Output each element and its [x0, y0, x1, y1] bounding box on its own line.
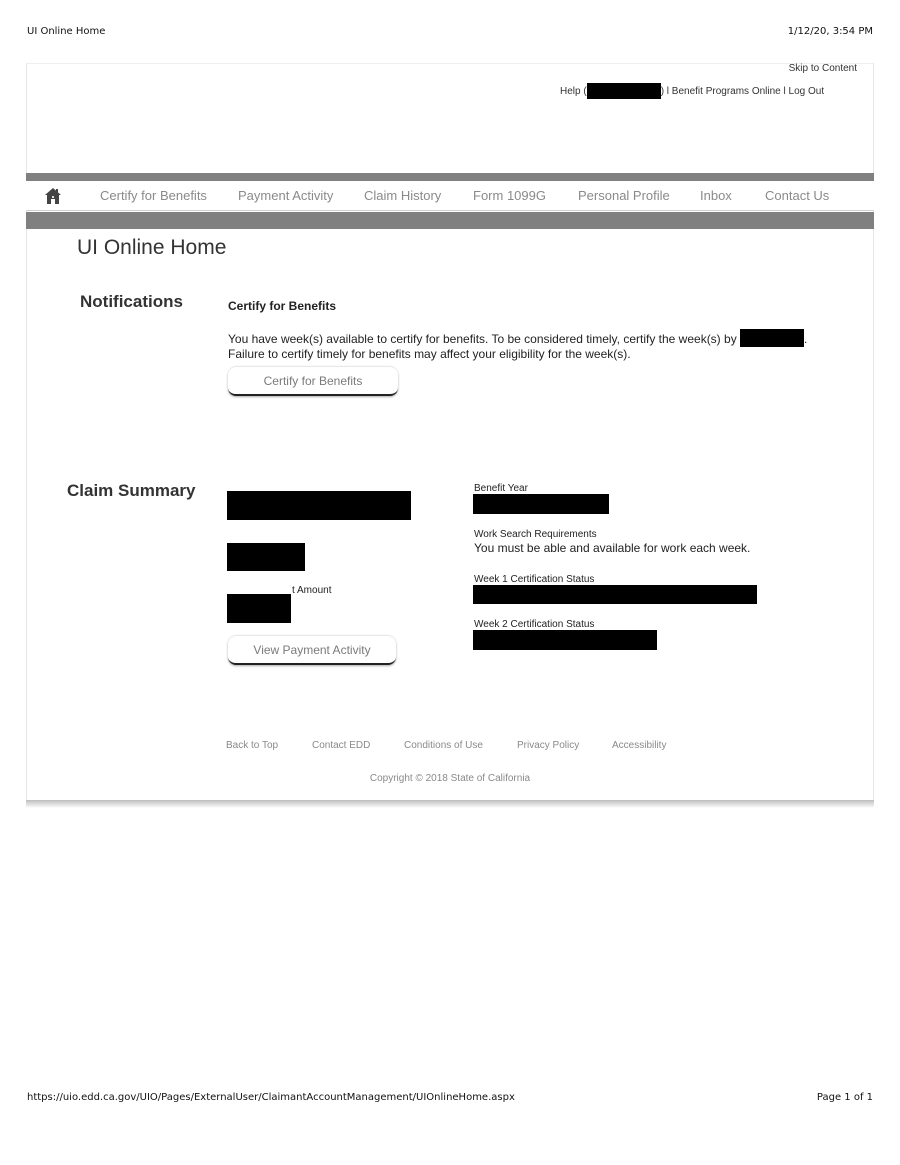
view-payment-activity-button[interactable]: View Payment Activity: [228, 636, 396, 665]
nav-form-1099g[interactable]: Form 1099G: [473, 188, 546, 203]
certify-for-benefits-button[interactable]: Certify for Benefits: [228, 367, 398, 396]
notification-title: Certify for Benefits: [228, 299, 337, 313]
nav-contact-us[interactable]: Contact Us: [765, 188, 830, 203]
notification-text: You have week(s) available to certify for benefits. To be considered timely, certify the week(s) by: [228, 332, 737, 346]
nav-personal-profile[interactable]: Personal Profile: [578, 188, 670, 203]
week2-status-label: Week 2 Certification Status: [474, 619, 595, 630]
page-bottom-shadow: [26, 800, 874, 808]
footer-conditions-of-use[interactable]: Conditions of Use: [404, 740, 483, 751]
redacted-block: [227, 491, 411, 520]
nav-bottom-bar: [26, 212, 874, 229]
help-link[interactable]: Help (: [560, 85, 587, 97]
notification-text-line2: Failure to certify timely for benefits may affect your eligibility for the week(s).: [228, 347, 631, 361]
print-footer-url: https://uio.edd.ca.gov/UIO/Pages/ExternalUser/ClaimantAccountManagement/UIOnlineHome.aspx: [27, 1092, 515, 1103]
footer-privacy-policy[interactable]: Privacy Policy: [517, 740, 580, 751]
page-title: UI Online Home: [77, 236, 227, 259]
nav-payment-activity[interactable]: Payment Activity: [238, 188, 334, 203]
utility-links: [560, 83, 824, 99]
main-nav: [26, 181, 874, 211]
nav-certify-for-benefits[interactable]: Certify for Benefits: [100, 188, 207, 203]
copyright: Copyright © 2018 State of California: [369, 773, 531, 784]
redacted-block: [587, 83, 661, 99]
work-search-label: Work Search Requirements: [474, 529, 597, 540]
benefit-year-label: Benefit Year: [474, 483, 528, 494]
footer-back-to-top[interactable]: Back to Top: [226, 740, 279, 751]
notification-text-end: .: [804, 332, 808, 346]
nav-top-bar: [26, 173, 874, 181]
redacted-block: [740, 329, 804, 347]
redacted-block: [473, 630, 657, 650]
nav-claim-history[interactable]: Claim History: [364, 188, 442, 203]
amount-label: t Amount: [292, 585, 332, 596]
skip-to-content-link[interactable]: Skip to Content: [788, 63, 857, 74]
house-icon[interactable]: [44, 187, 62, 205]
print-footer-page-count: Page 1 of 1: [816, 1092, 873, 1103]
redacted-block: [473, 585, 757, 604]
notification-body: [228, 329, 838, 362]
week1-status-label: Week 1 Certification Status: [474, 574, 595, 585]
redacted-block: [227, 594, 291, 623]
footer-accessibility[interactable]: Accessibility: [612, 740, 667, 751]
print-header-title: UI Online Home: [27, 26, 106, 37]
redacted-block: [227, 543, 305, 571]
print-header-datetime: 1/12/20, 3:54 PM: [787, 26, 873, 37]
redacted-block: [473, 494, 609, 514]
benefit-programs-logout-links[interactable]: ) l Benefit Programs Online l Log Out: [660, 85, 825, 97]
work-search-text: You must be able and available for work each week.: [474, 541, 751, 555]
footer-contact-edd[interactable]: Contact EDD: [312, 740, 371, 751]
claim-summary-heading: Claim Summary: [67, 481, 196, 500]
nav-inbox[interactable]: Inbox: [700, 188, 732, 203]
notifications-heading: Notifications: [80, 292, 183, 311]
